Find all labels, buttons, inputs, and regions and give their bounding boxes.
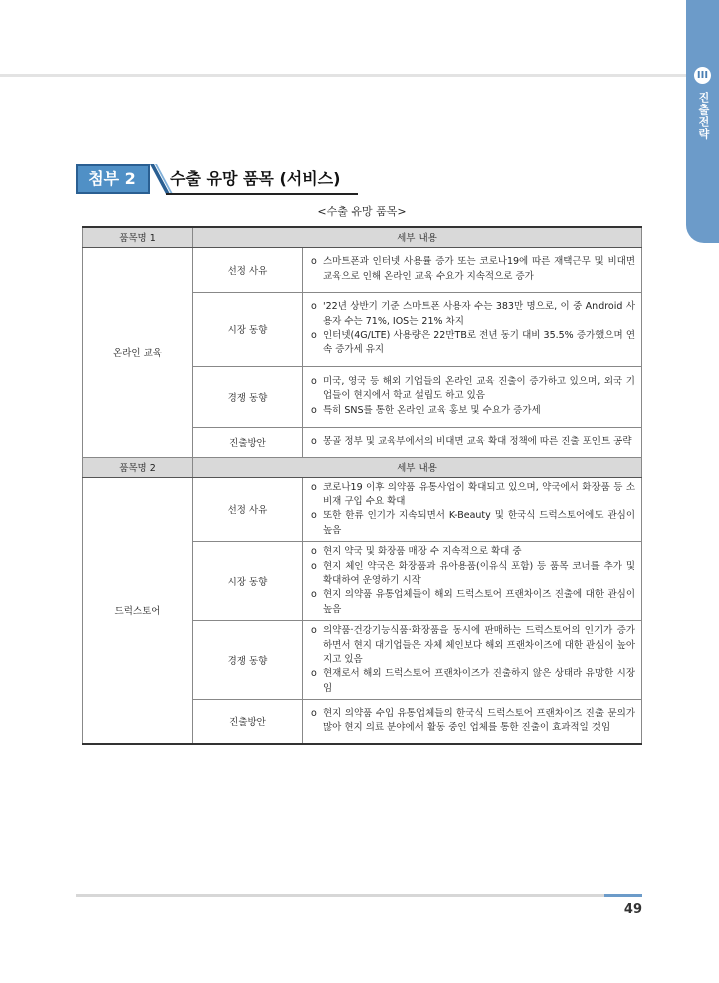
category-cell: 시장 동향 — [193, 292, 303, 366]
chapter-label: 진출전략 — [697, 92, 710, 140]
bullet-item: o 현지 의약품 유통업체들이 해외 드럭스토어 프랜차이즈 진출에 대한 관심이 높음 — [311, 588, 635, 617]
bullet-item: o '22년 상반기 기준 스마트폰 사용자 수는 383만 명으로, 이 중 Android 사용자 수는 71%, IOS는 21% 차지 — [311, 300, 635, 329]
detail-cell — [303, 366, 642, 427]
bullet-item: o 현지 약국 및 화장품 매장 수 지속적으로 확대 중 — [311, 545, 635, 559]
detail-cell — [303, 292, 642, 366]
table-row — [83, 247, 642, 292]
attachment-tag: 첨부 2 — [76, 164, 148, 194]
table-row — [83, 477, 642, 542]
bullet-item: o 인터넷(4G/LTE) 사용량은 22만TB로 전년 동기 대비 35.5% 증가했으며 연속 증가세 유지 — [311, 329, 635, 358]
detail-cell — [303, 477, 642, 542]
table-header-row — [83, 227, 642, 247]
item-name: 드럭스토어 — [83, 477, 193, 744]
table-header-row — [83, 457, 642, 477]
item-name: 온라인 교육 — [83, 247, 193, 457]
title-underline — [166, 193, 358, 195]
item-header: 품목명 2 — [83, 457, 193, 477]
bullet-item: o 또한 한류 인기가 지속되면서 K-Beauty 및 한국식 드럭스토어에도 관심이 높음 — [311, 509, 635, 538]
detail-header: 세부 내용 — [193, 457, 642, 477]
category-cell: 시장 동향 — [193, 542, 303, 621]
detail-header: 세부 내용 — [193, 227, 642, 247]
bullet-item: o 몽골 정부 및 교육부에서의 비대면 교육 확대 정책에 따른 진출 포인트 공략 — [311, 435, 635, 449]
category-cell: 진출방안 — [193, 427, 303, 457]
table-caption: <수출 유망 품목> — [317, 205, 407, 218]
detail-cell — [303, 700, 642, 744]
chapter-number-badge: III — [694, 67, 711, 84]
detail-cell — [303, 247, 642, 292]
footer-rule — [76, 894, 642, 897]
page-title: 수출 유망 품목 (서비스) — [170, 169, 341, 188]
item-header: 품목명 1 — [83, 227, 193, 247]
category-cell: 경쟁 동향 — [193, 366, 303, 427]
category-cell: 진출방안 — [193, 700, 303, 744]
detail-cell — [303, 621, 642, 700]
section-heading — [76, 164, 638, 196]
bullet-item: o 현지 체인 약국은 화장품과 유아용품(이유식 포함) 등 품목 코너를 추가 및 확대하여 운영하기 시작 — [311, 560, 635, 589]
bullet-item: o 미국, 영국 등 해외 기업들의 온라인 교육 진출이 증가하고 있으며, 외국 기업들이 현지에서 학교 설립도 하고 있음 — [311, 375, 635, 404]
bullet-item: o 의약품·건강기능식품·화장품을 동시에 판매하는 드럭스토어의 인기가 증가하면서 현지 대기업들은 자체 체인보다 해외 프랜차이즈에 대한 관심이 높아지고 있음 — [311, 624, 635, 667]
page-number: 49 — [623, 902, 642, 917]
export-items-table — [82, 226, 642, 745]
detail-cell — [303, 542, 642, 621]
bullet-item: o 특히 SNS를 통한 온라인 교육 홍보 및 수요가 증가세 — [311, 404, 635, 418]
detail-cell — [303, 427, 642, 457]
category-cell: 선정 사유 — [193, 247, 303, 292]
top-rule — [0, 74, 686, 77]
category-cell: 경쟁 동향 — [193, 621, 303, 700]
bullet-item: o 현재로서 해외 드럭스토어 프랜차이즈가 진출하지 않은 상태라 유망한 시장임 — [311, 667, 635, 696]
bullet-item: o 현지 의약품 수입 유통업체들의 한국식 드럭스토어 프랜차이즈 진출 문의가 많아 현지 의료 분야에서 활동 중인 업체를 통한 진출이 효과적일 것임 — [311, 707, 635, 736]
attachment-tag-border — [76, 164, 150, 194]
footer-accent — [604, 894, 642, 897]
category-cell: 선정 사유 — [193, 477, 303, 542]
bullet-item: o 코로나19 이후 의약품 유통사업이 확대되고 있으며, 약국에서 화장품 등 소비재 구입 수요 확대 — [311, 481, 635, 510]
chapter-side-tab[interactable] — [686, 0, 719, 243]
bullet-item: o 스마트폰과 인터넷 사용률 증가 또는 코로나19에 따른 재택근무 및 비대면 교육으로 인해 온라인 교육 수요가 지속적으로 증가 — [311, 255, 635, 284]
